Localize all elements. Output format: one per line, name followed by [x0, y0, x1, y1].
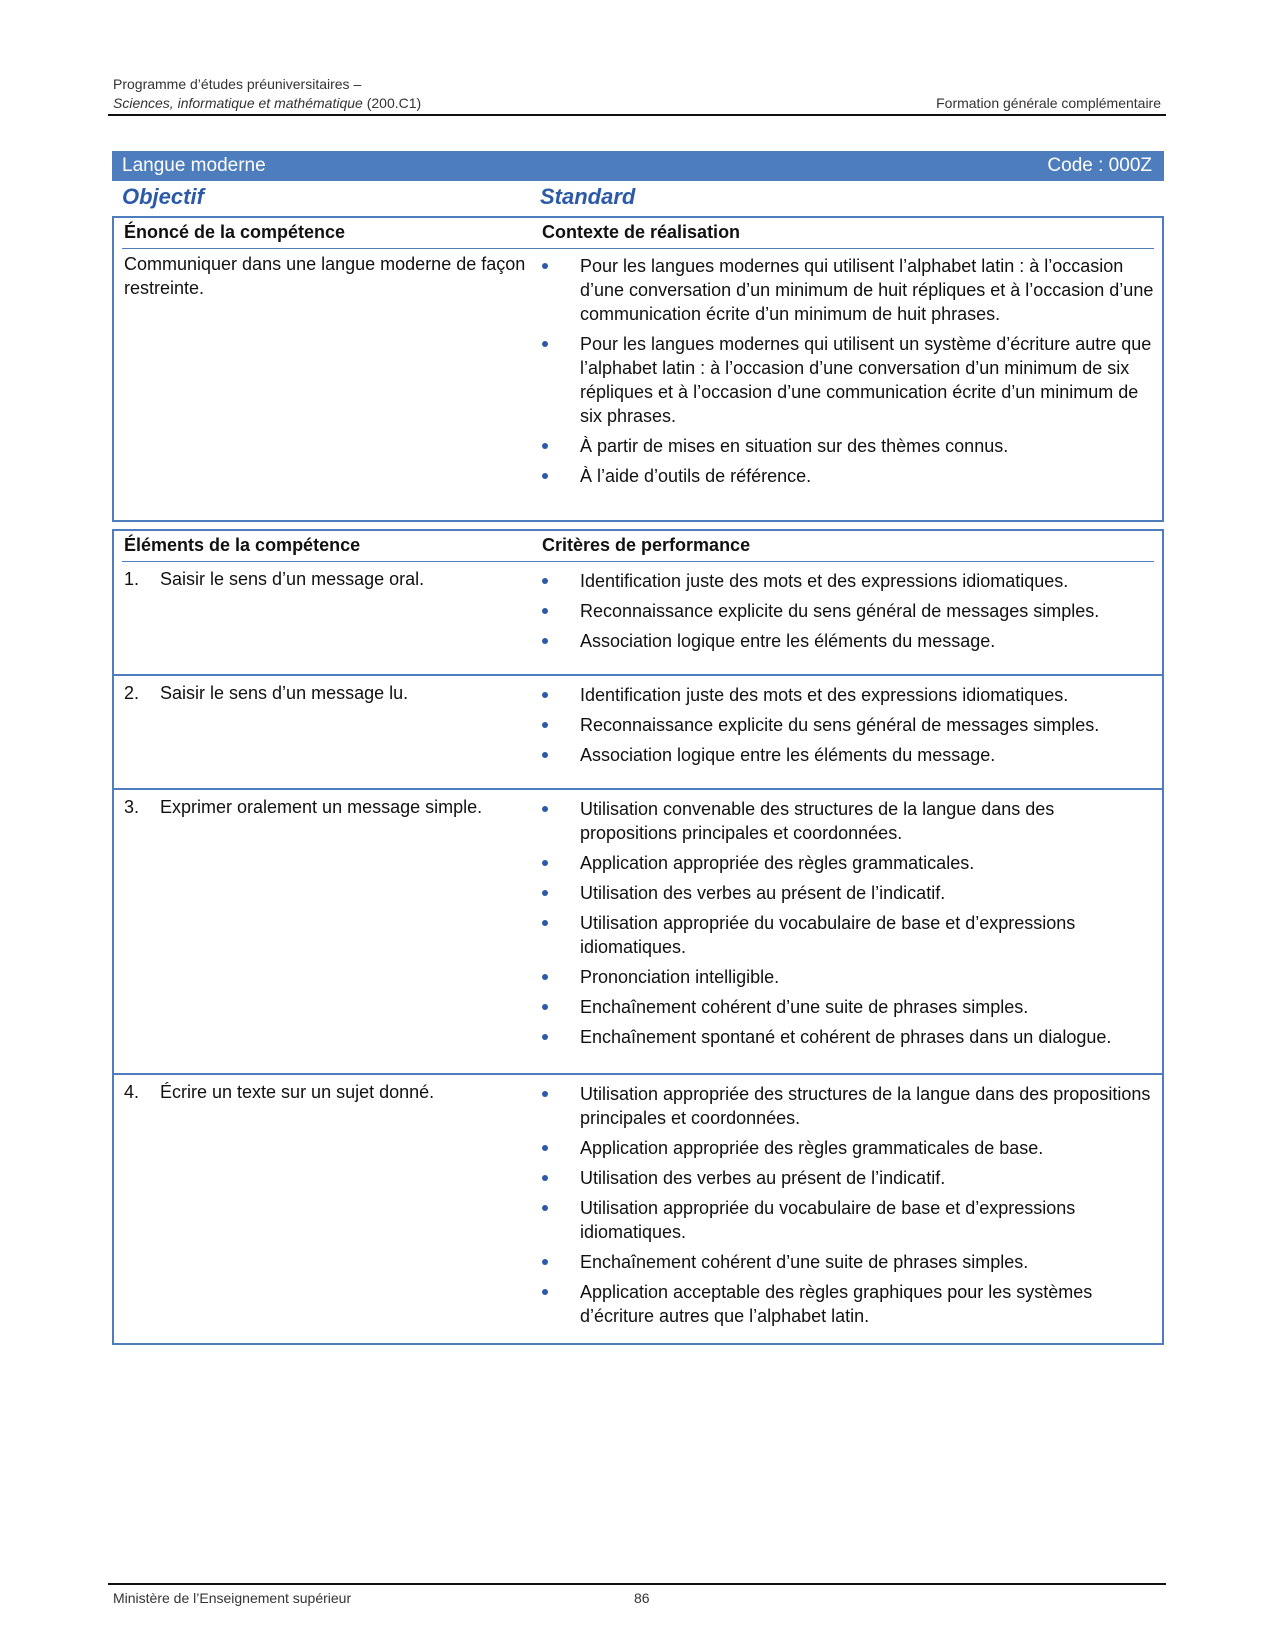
list-item	[542, 797, 1156, 845]
list-item	[542, 965, 1156, 989]
element-number: 4.	[124, 1082, 140, 1102]
list-item	[542, 743, 1156, 767]
bullet-icon	[542, 1091, 548, 1097]
contexte-list	[542, 254, 1156, 488]
elements-header: Éléments de la compétence	[124, 535, 361, 555]
list-item	[542, 599, 1156, 623]
row-divider	[114, 674, 1162, 676]
bullet-icon	[542, 974, 548, 980]
footer-ministry: Ministère de l’Enseignement supérieur	[113, 1590, 352, 1606]
list-item-text: Pour les langues modernes qui utilisent un système d’écriture autre que l’alphabet latin : à l’occasion d’une conversation d’un minimum de six répliques et à l’occasion d’une communication écrite d’un minimum de six phrases.	[580, 334, 1152, 426]
list-item	[542, 881, 1156, 905]
bullet-icon	[542, 752, 548, 758]
bullet-icon	[542, 692, 548, 698]
criteres-list	[542, 1082, 1156, 1328]
list-item-text: Utilisation des verbes au présent de l’indicatif.	[580, 883, 946, 903]
contexte-column	[542, 254, 1156, 494]
list-item	[542, 1250, 1156, 1274]
list-item	[542, 713, 1156, 737]
header-program-code: (200.C1)	[366, 95, 422, 111]
element-row-3	[124, 795, 534, 819]
list-item-text: Reconnaissance explicite du sens général de messages simples.	[580, 601, 1100, 621]
criteres-list	[542, 797, 1156, 1049]
element-row-4	[124, 1080, 534, 1104]
bullet-icon	[542, 1145, 548, 1151]
row-divider	[114, 788, 1162, 790]
bullet-icon	[542, 806, 548, 812]
header-right-label: Formation générale complémentaire	[936, 95, 1161, 111]
criteres-header: Critères de performance	[542, 535, 751, 555]
element-text: Saisir le sens d’un message lu.	[160, 683, 409, 703]
bullet-icon	[542, 1004, 548, 1010]
list-item-text: Enchaînement spontané et cohérent de phrases dans un dialogue.	[580, 1027, 1112, 1047]
list-item-text: Identification juste des mots et des expressions idiomatiques.	[580, 685, 1069, 705]
list-item-text: Utilisation appropriée du vocabulaire de base et d’expressions idiomatiques.	[580, 1198, 1076, 1242]
contexte-header: Contexte de réalisation	[542, 222, 741, 242]
element-text: Exprimer oralement un message simple.	[160, 797, 483, 817]
header-program-row	[113, 95, 1161, 111]
bullet-icon	[542, 722, 548, 728]
element-number: 1.	[124, 569, 140, 589]
list-item-text: Identification juste des mots et des expressions idiomatiques.	[580, 571, 1069, 591]
enonce-text: Communiquer dans une langue moderne de façon restreinte.	[124, 254, 526, 298]
list-item	[542, 569, 1156, 593]
course-name: Langue moderne	[122, 155, 266, 176]
header-divider	[122, 561, 1154, 562]
list-item-text: Application appropriée des règles grammaticales.	[580, 853, 975, 873]
list-item-text: Utilisation appropriée du vocabulaire de base et d’expressions idiomatiques.	[580, 913, 1076, 957]
row-divider	[114, 1073, 1162, 1075]
list-item	[542, 911, 1156, 959]
bullet-icon	[542, 890, 548, 896]
list-item-text: À l’aide d’outils de référence.	[580, 466, 812, 486]
list-item-text: Association logique entre les éléments du message.	[580, 745, 996, 765]
objectif-heading: Objectif	[122, 184, 204, 209]
list-item-text: Enchaînement cohérent d’une suite de phrases simples.	[580, 997, 1029, 1017]
bullet-icon	[542, 920, 548, 926]
element-number: 2.	[124, 683, 140, 703]
criteres-row-2	[542, 683, 1156, 773]
list-item	[542, 332, 1156, 428]
list-item	[542, 683, 1156, 707]
criteres-row-1	[542, 569, 1156, 659]
list-item	[542, 1280, 1156, 1328]
list-item-text: À partir de mises en situation sur des thèmes connus.	[580, 436, 1009, 456]
bullet-icon	[542, 1205, 548, 1211]
list-item	[542, 1136, 1156, 1160]
list-item	[542, 629, 1156, 653]
element-row-1	[124, 567, 534, 591]
list-item	[542, 995, 1156, 1019]
bullet-icon	[542, 263, 548, 269]
element-text: Écrire un texte sur un sujet donné.	[160, 1082, 435, 1102]
criteres-row-4	[542, 1082, 1156, 1334]
list-item	[542, 1166, 1156, 1190]
list-item-text: Reconnaissance explicite du sens général de messages simples.	[580, 715, 1100, 735]
list-item	[542, 464, 1156, 488]
header-program-line: Programme d’études préuniversitaires –	[113, 76, 362, 92]
list-item	[542, 851, 1156, 875]
page-number: 86	[634, 1590, 650, 1606]
list-item-text: Application acceptable des règles graphiques pour les systèmes d’écriture autres que l’alphabet latin.	[580, 1282, 1093, 1326]
bullet-icon	[542, 1175, 548, 1181]
header-program-name-group	[113, 95, 421, 111]
list-item-text: Prononciation intelligible.	[580, 967, 780, 987]
list-item-text: Association logique entre les éléments du message.	[580, 631, 996, 651]
list-item	[542, 1196, 1156, 1244]
header-program-name: Sciences, informatique et mathématique	[113, 95, 363, 111]
criteres-list	[542, 683, 1156, 767]
bullet-icon	[542, 1289, 548, 1295]
bullet-icon	[542, 341, 548, 347]
list-item-text: Utilisation des verbes au présent de l’indicatif.	[580, 1168, 946, 1188]
bullet-icon	[542, 473, 548, 479]
criteres-list	[542, 569, 1156, 653]
list-item	[542, 1025, 1156, 1049]
course-code: Code : 000Z	[1047, 155, 1152, 176]
list-item-text: Utilisation appropriée des structures de la langue dans des propositions principales et coordonnées.	[580, 1084, 1151, 1128]
criteres-row-3	[542, 797, 1156, 1055]
list-item	[542, 434, 1156, 458]
list-item-text: Enchaînement cohérent d’une suite de phrases simples.	[580, 1252, 1029, 1272]
standard-heading: Standard	[540, 184, 636, 209]
list-item	[542, 1082, 1156, 1130]
elements-table	[112, 529, 1164, 1345]
list-item-text: Application appropriée des règles grammaticales de base.	[580, 1138, 1044, 1158]
bullet-icon	[542, 608, 548, 614]
element-row-2	[124, 681, 534, 705]
header-rule	[108, 114, 1166, 116]
list-item-text: Pour les langues modernes qui utilisent l’alphabet latin : à l’occasion d’une conversation d’un minimum de huit répliques et à l’occasion d’une communication écrite d’un minimum de huit phrases.	[580, 256, 1154, 324]
bullet-icon	[542, 860, 548, 866]
enonce-header: Énoncé de la compétence	[124, 222, 346, 242]
element-text: Saisir le sens d’un message oral.	[160, 569, 425, 589]
element-number: 3.	[124, 797, 140, 817]
bullet-icon	[542, 1034, 548, 1040]
competence-table	[112, 216, 1164, 522]
bullet-icon	[542, 443, 548, 449]
course-title-bar	[112, 151, 1164, 181]
list-item	[542, 254, 1156, 326]
bullet-icon	[542, 1259, 548, 1265]
bullet-icon	[542, 638, 548, 644]
header-divider	[122, 248, 1154, 249]
bullet-icon	[542, 578, 548, 584]
list-item-text: Utilisation convenable des structures de la langue dans des propositions principales et coordonnées.	[580, 799, 1055, 843]
footer-rule	[108, 1583, 1166, 1585]
